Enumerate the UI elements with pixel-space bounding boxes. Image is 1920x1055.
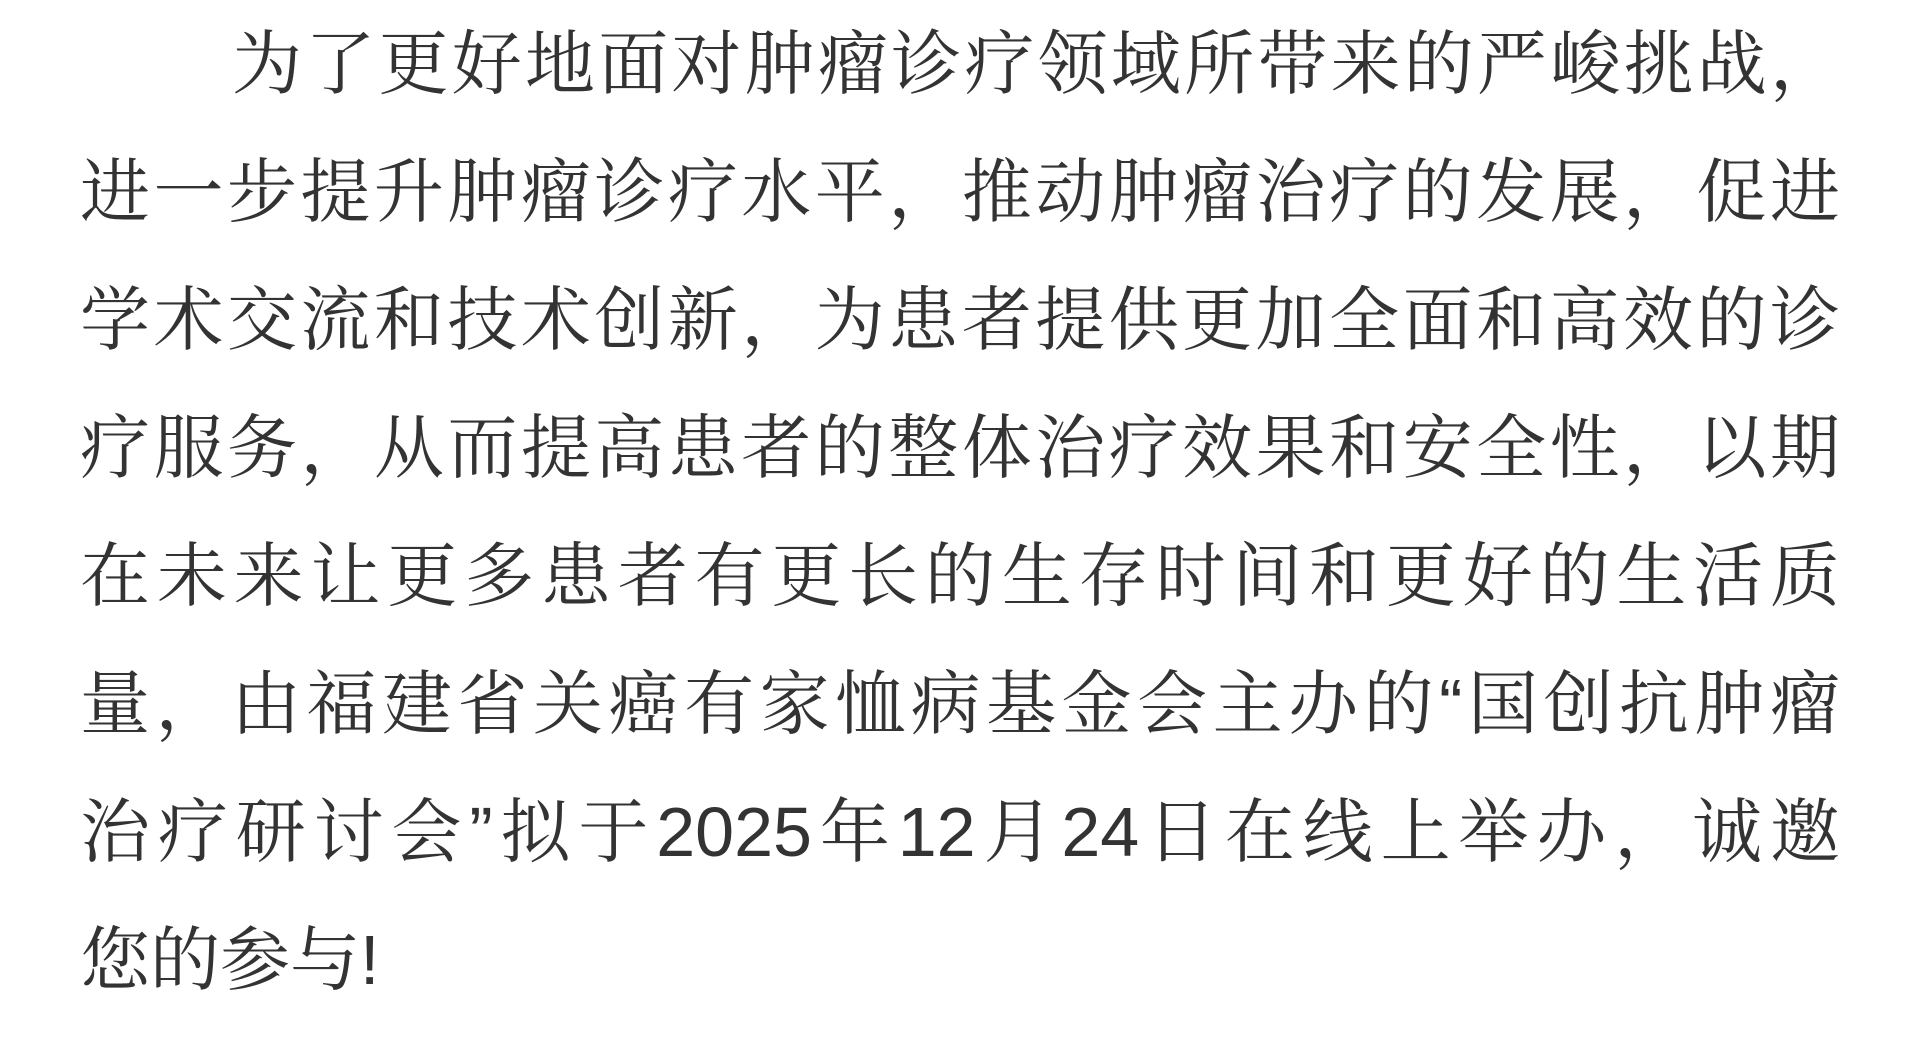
paragraph-line: 在未来让更多患者有更长的生存时间和更好的生活质	[80, 537, 1840, 615]
paragraph-line-last: 您的参与!	[80, 921, 380, 999]
paragraph-line: 量，由福建省关癌有家恤病基金会主办的“国创抗肿瘤	[80, 665, 1840, 743]
paragraph	[80, 0, 1840, 1024]
paragraph-line: 疗服务，从而提高患者的整体治疗效果和安全性，以期	[80, 409, 1840, 487]
paragraph-line: 学术交流和技术创新，为患者提供更加全面和高效的诊	[80, 281, 1840, 359]
paragraph-line: 治疗研讨会”拟于2025年12月24日在线上举办，诚邀	[80, 793, 1840, 871]
paragraph-line: 为了更好地面对肿瘤诊疗领域所带来的严峻挑战，	[232, 25, 1840, 103]
paragraph-line: 进一步提升肿瘤诊疗水平，推动肿瘤治疗的发展，促进	[80, 153, 1840, 231]
